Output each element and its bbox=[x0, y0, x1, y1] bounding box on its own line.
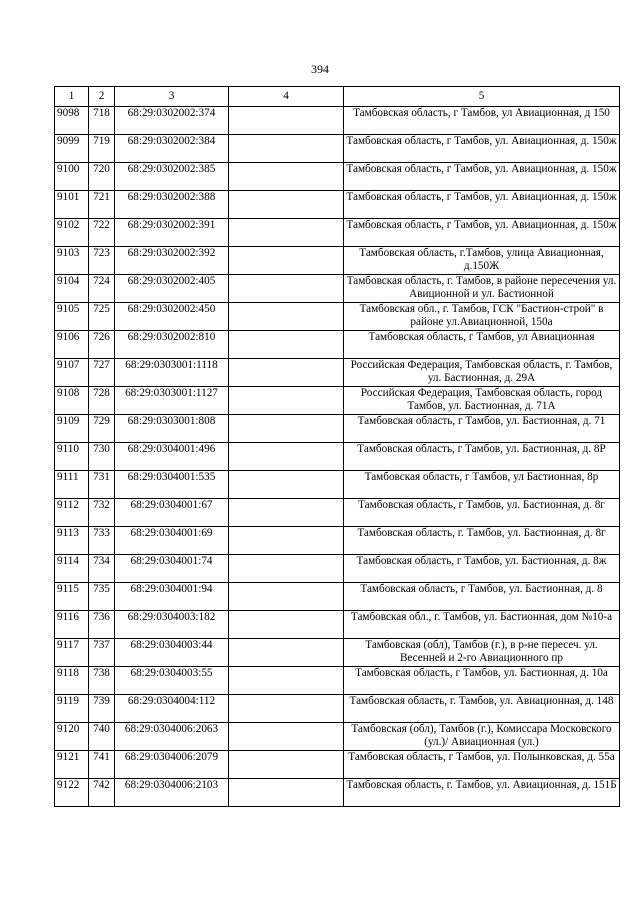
cadastral-number-cell: 68:29:0304001:67 bbox=[115, 499, 229, 527]
row-number-cell: 9106 bbox=[55, 331, 89, 359]
row-index-cell: 726 bbox=[89, 331, 115, 359]
row-index-cell: 736 bbox=[89, 611, 115, 639]
table-row bbox=[55, 219, 620, 247]
column-4-cell bbox=[229, 303, 344, 331]
registry-table bbox=[54, 86, 620, 807]
row-number-cell: 9122 bbox=[55, 779, 89, 807]
address-cell: Тамбовская область, г Тамбов, ул. Бастионная, д. 10а bbox=[344, 667, 620, 695]
address-cell: Тамбовская (обл), Тамбов (г.), Комиссара Московского (ул.)/ Авиационная (ул.) bbox=[344, 723, 620, 751]
row-number-cell: 9102 bbox=[55, 219, 89, 247]
header-row bbox=[55, 87, 620, 107]
row-index-cell: 731 bbox=[89, 471, 115, 499]
cadastral-number-cell: 68:29:0302002:450 bbox=[115, 303, 229, 331]
row-index-cell: 742 bbox=[89, 779, 115, 807]
cadastral-number-cell: 68:29:0304001:496 bbox=[115, 443, 229, 471]
table-row bbox=[55, 443, 620, 471]
row-index-cell: 740 bbox=[89, 723, 115, 751]
table-row bbox=[55, 639, 620, 667]
row-number-cell: 9121 bbox=[55, 751, 89, 779]
address-cell: Тамбовская область, г Тамбов, ул. Бастионная, д. 71 bbox=[344, 415, 620, 443]
cadastral-number-cell: 68:29:0304004:112 bbox=[115, 695, 229, 723]
row-index-cell: 722 bbox=[89, 219, 115, 247]
address-cell: Тамбовская обл., г. Тамбов, ГСК "Бастион-строй" в районе ул.Авиационной, 150а bbox=[344, 303, 620, 331]
address-cell: Тамбовская область, г Тамбов, ул Авиационная, д 150 bbox=[344, 107, 620, 135]
cadastral-number-cell: 68:29:0302002:405 bbox=[115, 275, 229, 303]
row-number-cell: 9112 bbox=[55, 499, 89, 527]
column-4-cell bbox=[229, 135, 344, 163]
row-index-cell: 724 bbox=[89, 275, 115, 303]
column-4-cell bbox=[229, 247, 344, 275]
table-header bbox=[55, 87, 620, 107]
row-index-cell: 738 bbox=[89, 667, 115, 695]
table-row bbox=[55, 107, 620, 135]
row-number-cell: 9119 bbox=[55, 695, 89, 723]
column-4-cell bbox=[229, 639, 344, 667]
cadastral-number-cell: 68:29:0304006:2079 bbox=[115, 751, 229, 779]
cadastral-number-cell: 68:29:0302002:810 bbox=[115, 331, 229, 359]
address-cell: Тамбовская область, г Тамбов, ул. Бастионная, д. 8ж bbox=[344, 555, 620, 583]
table-row bbox=[55, 779, 620, 807]
row-number-cell: 9120 bbox=[55, 723, 89, 751]
address-cell: Тамбовская (обл), Тамбов (г.), в р-не пересеч. ул. Весенней и 2-го Авиационного пр bbox=[344, 639, 620, 667]
address-cell: Тамбовская область, г Тамбов, ул. Авиационная, д. 150ж bbox=[344, 163, 620, 191]
cadastral-number-cell: 68:29:0302002:392 bbox=[115, 247, 229, 275]
table-row bbox=[55, 555, 620, 583]
row-index-cell: 732 bbox=[89, 499, 115, 527]
column-4-cell bbox=[229, 527, 344, 555]
column-4-cell bbox=[229, 387, 344, 415]
row-index-cell: 741 bbox=[89, 751, 115, 779]
row-number-cell: 9107 bbox=[55, 359, 89, 387]
cadastral-number-cell: 68:29:0303001:1127 bbox=[115, 387, 229, 415]
row-number-cell: 9103 bbox=[55, 247, 89, 275]
row-index-cell: 719 bbox=[89, 135, 115, 163]
row-number-cell: 9101 bbox=[55, 191, 89, 219]
row-number-cell: 9116 bbox=[55, 611, 89, 639]
row-index-cell: 723 bbox=[89, 247, 115, 275]
row-index-cell: 739 bbox=[89, 695, 115, 723]
table-row bbox=[55, 667, 620, 695]
page-number: 394 bbox=[311, 62, 329, 76]
row-number-cell: 9099 bbox=[55, 135, 89, 163]
column-4-cell bbox=[229, 163, 344, 191]
address-cell: Тамбовская область, г Тамбов, ул. Бастионная, д. 8г bbox=[344, 499, 620, 527]
table-row bbox=[55, 359, 620, 387]
address-cell: Тамбовская область, г. Тамбов, ул. Бастионная, д. 8г bbox=[344, 527, 620, 555]
address-cell: Тамбовская область, г Тамбов, ул Авиационная bbox=[344, 331, 620, 359]
header-col-5: 5 bbox=[344, 87, 620, 107]
row-index-cell: 735 bbox=[89, 583, 115, 611]
address-cell: Тамбовская область, г Тамбов, ул. Полынковская, д. 55а bbox=[344, 751, 620, 779]
cadastral-number-cell: 68:29:0302002:388 bbox=[115, 191, 229, 219]
column-4-cell bbox=[229, 219, 344, 247]
cadastral-number-cell: 68:29:0304001:535 bbox=[115, 471, 229, 499]
address-cell: Тамбовская область, г Тамбов, ул. Бастионная, д. 8 bbox=[344, 583, 620, 611]
column-4-cell bbox=[229, 107, 344, 135]
column-4-cell bbox=[229, 443, 344, 471]
address-cell: Тамбовская область, г. Тамбов, ул. Авиационная, д. 151Б bbox=[344, 779, 620, 807]
column-4-cell bbox=[229, 359, 344, 387]
row-number-cell: 9100 bbox=[55, 163, 89, 191]
row-number-cell: 9110 bbox=[55, 443, 89, 471]
table-row bbox=[55, 751, 620, 779]
row-number-cell: 9111 bbox=[55, 471, 89, 499]
column-4-cell bbox=[229, 331, 344, 359]
row-number-cell: 9098 bbox=[55, 107, 89, 135]
cadastral-number-cell: 68:29:0302002:385 bbox=[115, 163, 229, 191]
row-number-cell: 9117 bbox=[55, 639, 89, 667]
cadastral-number-cell: 68:29:0304003:55 bbox=[115, 667, 229, 695]
table-row bbox=[55, 275, 620, 303]
address-cell: Тамбовская область, г Тамбов, ул. Бастионная, д. 8Р bbox=[344, 443, 620, 471]
cadastral-number-cell: 68:29:0302002:391 bbox=[115, 219, 229, 247]
row-index-cell: 721 bbox=[89, 191, 115, 219]
row-number-cell: 9104 bbox=[55, 275, 89, 303]
cadastral-number-cell: 68:29:0302002:374 bbox=[115, 107, 229, 135]
cadastral-number-cell: 68:29:0302002:384 bbox=[115, 135, 229, 163]
row-number-cell: 9113 bbox=[55, 527, 89, 555]
column-4-cell bbox=[229, 779, 344, 807]
address-cell: Тамбовская область, г.Тамбов, улица Авиационная, д.150Ж bbox=[344, 247, 620, 275]
table-row bbox=[55, 723, 620, 751]
column-4-cell bbox=[229, 499, 344, 527]
column-4-cell bbox=[229, 583, 344, 611]
table-row bbox=[55, 163, 620, 191]
header-col-2: 2 bbox=[89, 87, 115, 107]
table-row bbox=[55, 303, 620, 331]
column-4-cell bbox=[229, 471, 344, 499]
table-row bbox=[55, 695, 620, 723]
table-row bbox=[55, 499, 620, 527]
address-cell: Тамбовская область, г. Тамбов, в районе пересечения ул. Авиционной и ул. Бастионной bbox=[344, 275, 620, 303]
address-cell: Тамбовская область, г Тамбов, ул. Авиационная, д. 150ж bbox=[344, 219, 620, 247]
row-number-cell: 9105 bbox=[55, 303, 89, 331]
table-row bbox=[55, 135, 620, 163]
cadastral-number-cell: 68:29:0304001:74 bbox=[115, 555, 229, 583]
row-index-cell: 725 bbox=[89, 303, 115, 331]
table-row bbox=[55, 191, 620, 219]
table-row bbox=[55, 527, 620, 555]
row-number-cell: 9108 bbox=[55, 387, 89, 415]
header-col-4: 4 bbox=[229, 87, 344, 107]
address-cell: Тамбовская область, г Тамбов, ул. Авиационная, д. 150ж bbox=[344, 191, 620, 219]
row-index-cell: 727 bbox=[89, 359, 115, 387]
row-number-cell: 9114 bbox=[55, 555, 89, 583]
row-index-cell: 728 bbox=[89, 387, 115, 415]
column-4-cell bbox=[229, 751, 344, 779]
row-index-cell: 730 bbox=[89, 443, 115, 471]
row-index-cell: 733 bbox=[89, 527, 115, 555]
column-4-cell bbox=[229, 723, 344, 751]
row-index-cell: 718 bbox=[89, 107, 115, 135]
table-row bbox=[55, 247, 620, 275]
row-index-cell: 720 bbox=[89, 163, 115, 191]
column-4-cell bbox=[229, 695, 344, 723]
table-row bbox=[55, 611, 620, 639]
column-4-cell bbox=[229, 555, 344, 583]
cadastral-number-cell: 68:29:0304003:44 bbox=[115, 639, 229, 667]
column-4-cell bbox=[229, 275, 344, 303]
address-cell: Тамбовская область, г Тамбов, ул Бастионная, 8р bbox=[344, 471, 620, 499]
row-index-cell: 729 bbox=[89, 415, 115, 443]
cadastral-number-cell: 68:29:0304006:2063 bbox=[115, 723, 229, 751]
table-body bbox=[55, 107, 620, 807]
address-cell: Российская Федерация, Тамбовская область, город Тамбов, ул. Бастионная, д. 71А bbox=[344, 387, 620, 415]
cadastral-number-cell: 68:29:0304006:2103 bbox=[115, 779, 229, 807]
column-4-cell bbox=[229, 415, 344, 443]
address-cell: Тамбовская область, г Тамбов, ул. Авиационная, д. 150ж bbox=[344, 135, 620, 163]
header-col-3: 3 bbox=[115, 87, 229, 107]
address-cell: Тамбовская обл., г. Тамбов, ул. Бастионная, дом №10-а bbox=[344, 611, 620, 639]
address-cell: Российская Федерация, Тамбовская область, г. Тамбов, ул. Бастионная, д. 29А bbox=[344, 359, 620, 387]
column-4-cell bbox=[229, 667, 344, 695]
table-row bbox=[55, 415, 620, 443]
column-4-cell bbox=[229, 611, 344, 639]
cadastral-number-cell: 68:29:0304001:94 bbox=[115, 583, 229, 611]
table-row bbox=[55, 471, 620, 499]
cadastral-number-cell: 68:29:0304003:182 bbox=[115, 611, 229, 639]
cadastral-number-cell: 68:29:0303001:1118 bbox=[115, 359, 229, 387]
cadastral-number-cell: 68:29:0304001:69 bbox=[115, 527, 229, 555]
header-col-1: 1 bbox=[55, 87, 89, 107]
column-4-cell bbox=[229, 191, 344, 219]
cadastral-number-cell: 68:29:0303001:808 bbox=[115, 415, 229, 443]
table-row bbox=[55, 387, 620, 415]
row-index-cell: 734 bbox=[89, 555, 115, 583]
row-number-cell: 9118 bbox=[55, 667, 89, 695]
row-index-cell: 737 bbox=[89, 639, 115, 667]
row-number-cell: 9109 bbox=[55, 415, 89, 443]
table-row bbox=[55, 331, 620, 359]
table-row bbox=[55, 583, 620, 611]
address-cell: Тамбовская область, г. Тамбов, ул. Авиационная, д. 148 bbox=[344, 695, 620, 723]
row-number-cell: 9115 bbox=[55, 583, 89, 611]
